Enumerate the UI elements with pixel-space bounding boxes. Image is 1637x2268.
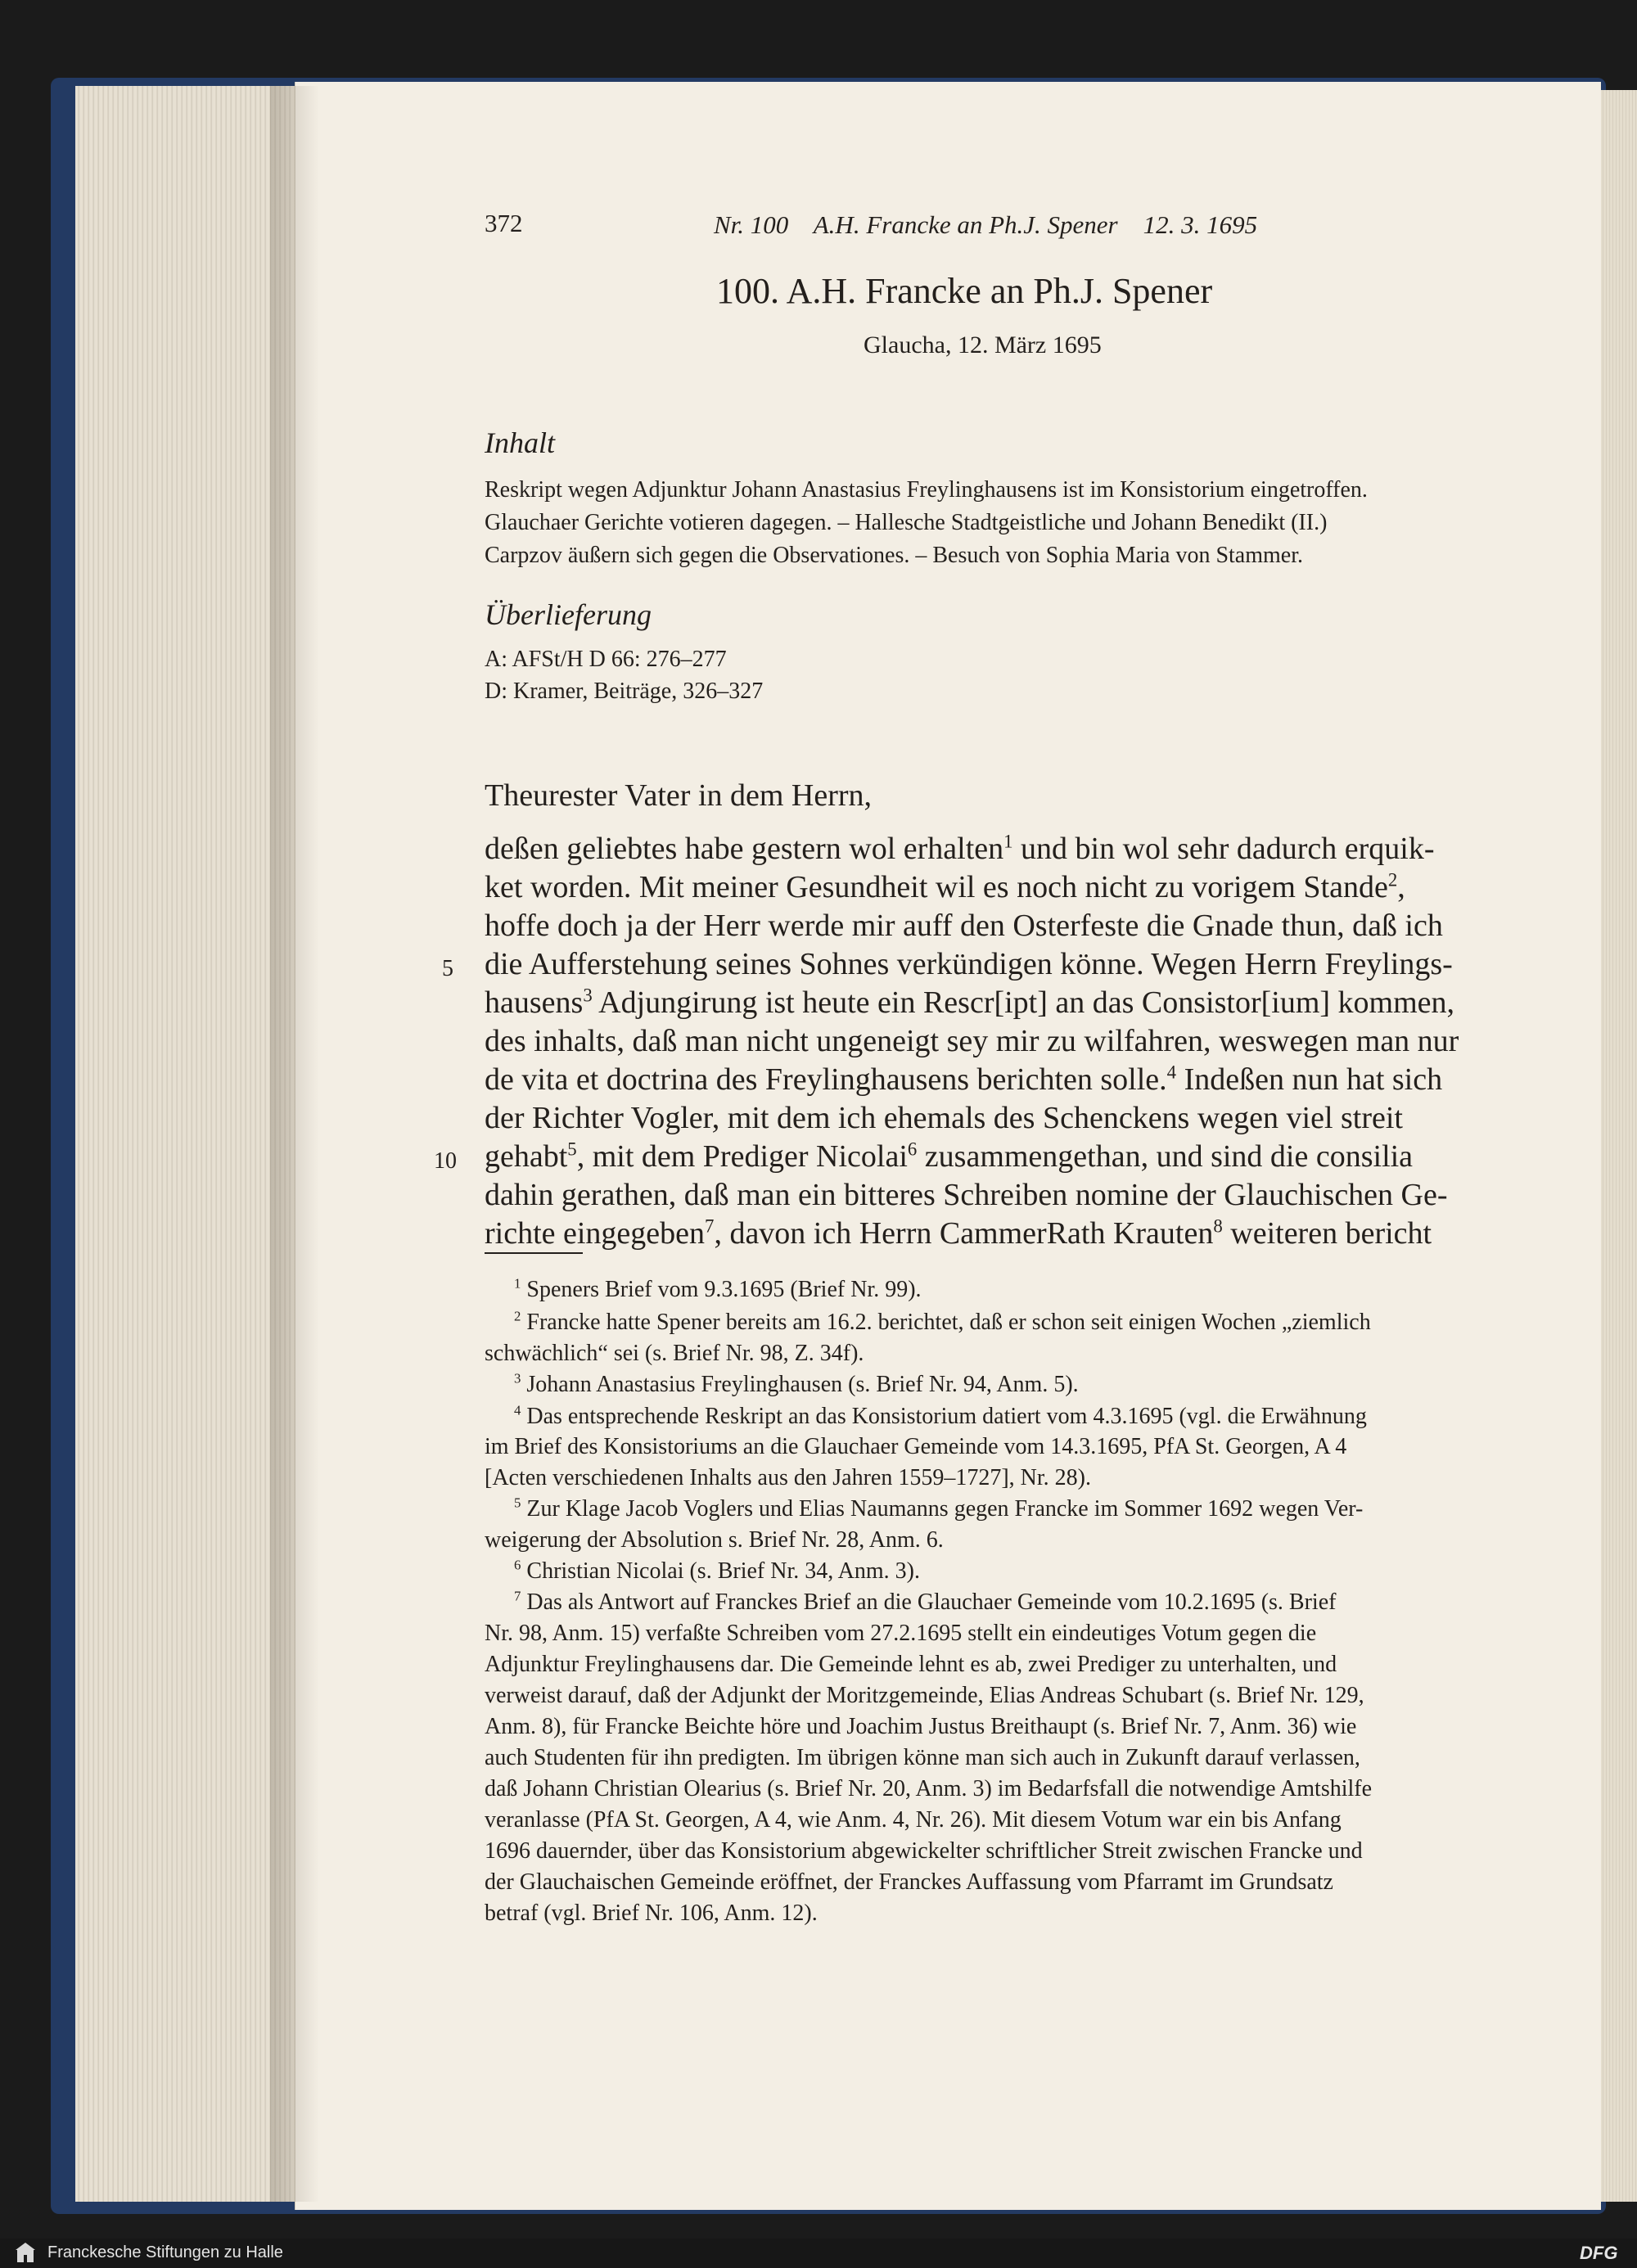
footnote-cont: im Brief des Konsistoriums an die Glauchaer Gemeinde vom 14.3.1695, PfA St. Georgen, A 4	[485, 1434, 1347, 1459]
letter-title: 100. A.H. Francke an Ph.J. Spener	[716, 271, 1213, 311]
body-line: gehabt$^5$, mit dem Prediger Nicolai$^6$ zusammengethan, und sind die consilia	[485, 1139, 1414, 1174]
page-number: 372	[485, 209, 523, 237]
source-line: D: Kramer, Beiträge, 326–327	[485, 679, 764, 704]
footnote-cont: schwächlich“ sei (s. Brief Nr. 98, Z. 34f).	[485, 1341, 864, 1366]
body-line: de vita et doctrina des Freylinghausens berichten solle.$^4$ Indeßen nun hat sich	[485, 1062, 1443, 1097]
footnote: $^4$ Das entsprechende Reskript an das Konsistorium datiert vom 4.3.1695 (vgl. die Erwähnung	[514, 1402, 1367, 1429]
footnote-cont: der Glauchaischen Gemeinde eröffnet, der Franckes Auffassung vom Pfarramt im Grundsatz	[485, 1869, 1333, 1895]
page-edges-left	[75, 86, 296, 2202]
running-title: Nr. 100 A.H. Francke an Ph.J. Spener 12. 3. 1695	[714, 210, 1258, 239]
inhalt-line: Carpzov äußern sich gegen die Observationes. – Besuch von Sophia Maria von Stammer.	[485, 543, 1303, 568]
spine-shadow	[270, 86, 319, 2202]
footnote-cont: verweist darauf, daß der Adjunkt der Moritzgemeinde, Elias Andreas Schubart (s. Brief Nr. 129,	[485, 1683, 1364, 1708]
footnote-cont: [Acten verschiedenen Inhalts aus den Jahren 1559–1727], Nr. 28).	[485, 1465, 1092, 1490]
footnote: $^1$ Speners Brief vom 9.3.1695 (Brief Nr. 99).	[514, 1275, 922, 1302]
footnote: $^3$ Johann Anastasius Freylinghausen (s. Brief Nr. 94, Anm. 5).	[514, 1370, 1079, 1397]
body-line: hoffe doch ja der Herr werde mir auff den Osterfeste die Gnade thun, daß ich	[485, 909, 1443, 943]
footnote-cont: 1696 dauernder, über das Konsistorium abgewickelter schriftlicher Streit zwischen Francke und	[485, 1838, 1363, 1864]
inhalt-line: Glauchaer Gerichte votieren dagegen. – Hallesche Stadtgeistliche und Johann Benedikt (II.)	[485, 510, 1328, 535]
footnote-cont: weigerung der Absolution s. Brief Nr. 28, Anm. 6.	[485, 1527, 944, 1553]
body-line: des inhalts, daß man nicht ungeneigt sey mir zu wilfahren, weswegen man nur	[485, 1024, 1459, 1058]
body-line: hausens$^3$ Adjungirung ist heute ein Rescr[ipt] an das Consistor[ium] kommen,	[485, 985, 1455, 1020]
line-number: 10	[434, 1148, 457, 1174]
footnote: $^2$ Francke hatte Spener bereits am 16.2. berichtet, daß er schon seit einigen Wochen „ziemlich	[514, 1308, 1371, 1335]
inhalt-line: Reskript wegen Adjunktur Johann Anastasius Freylinghausens ist im Konsistorium eingetroffen.	[485, 477, 1368, 503]
footnote-cont: Adjunktur Freylinghausens dar. Die Gemeinde lehnt es ab, zwei Prediger zu unterhalten, und	[485, 1652, 1337, 1677]
body-line: deßen geliebtes habe gestern wol erhalten$^1$ und bin wol sehr dadurch erquik-	[485, 831, 1435, 866]
source-line: A: AFSt/H D 66: 276–277	[485, 647, 727, 672]
footnote-cont: auch Studenten für ihn predigten. Im übrigen könne man sich auch in Zukunft darauf verlassen,	[485, 1745, 1360, 1770]
footnote-cont: betraf (vgl. Brief Nr. 106, Anm. 12).	[485, 1901, 818, 1926]
ueberlieferung-heading: Überlieferung	[485, 598, 652, 631]
body-line: die Aufferstehung seines Sohnes verkündigen könne. Wegen Herrn Freylings-	[485, 947, 1453, 981]
footnote-cont: Nr. 98, Anm. 15) verfaßte Schreiben vom 27.2.1695 stellt ein eindeutiges Votum gegen die	[485, 1621, 1317, 1646]
footnote: $^7$ Das als Antwort auf Franckes Brief an die Glauchaer Gemeinde vom 10.2.1695 (s. Brief	[514, 1588, 1337, 1615]
line-number: 5	[442, 956, 453, 981]
body-line: der Richter Vogler, mit dem ich ehemals des Schenckens wegen viel streit	[485, 1101, 1403, 1135]
footnote-cont: daß Johann Christian Olearius (s. Brief Nr. 20, Anm. 3) im Bedarfsfall die notwendige Amtshilfe	[485, 1776, 1373, 1801]
place-date: Glaucha, 12. März 1695	[864, 331, 1102, 358]
salutation: Theurester Vater in dem Herrn,	[485, 778, 873, 813]
body-line: dahin gerathen, daß man ein bitteres Schreiben nomine der Glauchischen Ge-	[485, 1178, 1448, 1212]
inhalt-heading: Inhalt	[485, 426, 555, 459]
dfg-logo: DFG	[1580, 2243, 1618, 2263]
footnote-cont: veranlasse (PfA St. Georgen, A 4, wie Anm. 4, Nr. 26). Mit diesem Votum war ein bis Anfang	[485, 1807, 1342, 1833]
footnote-rule	[485, 1252, 583, 1254]
footnote: $^5$ Zur Klage Jacob Voglers und Elias Naumanns gegen Francke im Sommer 1692 wegen Ver-	[514, 1495, 1364, 1522]
footnote-cont: Anm. 8), für Francke Beichte höre und Joachim Justus Breithaupt (s. Brief Nr. 7, Anm. 36) wie	[485, 1714, 1357, 1739]
footnote: $^6$ Christian Nicolai (s. Brief Nr. 34, Anm. 3).	[514, 1557, 920, 1584]
institution-name[interactable]: Franckesche Stiftungen zu Halle	[47, 2243, 283, 2261]
body-line: ket worden. Mit meiner Gesundheit wil es noch nicht zu vorigem Stande$^2$,	[485, 869, 1405, 904]
page-edges-right	[1600, 90, 1637, 2202]
body-line: richte eingegeben$^7$, davon ich Herrn CammerRath Krauten$^8$ weiteren bericht	[485, 1215, 1432, 1251]
institution-logo-icon	[15, 2241, 36, 2266]
